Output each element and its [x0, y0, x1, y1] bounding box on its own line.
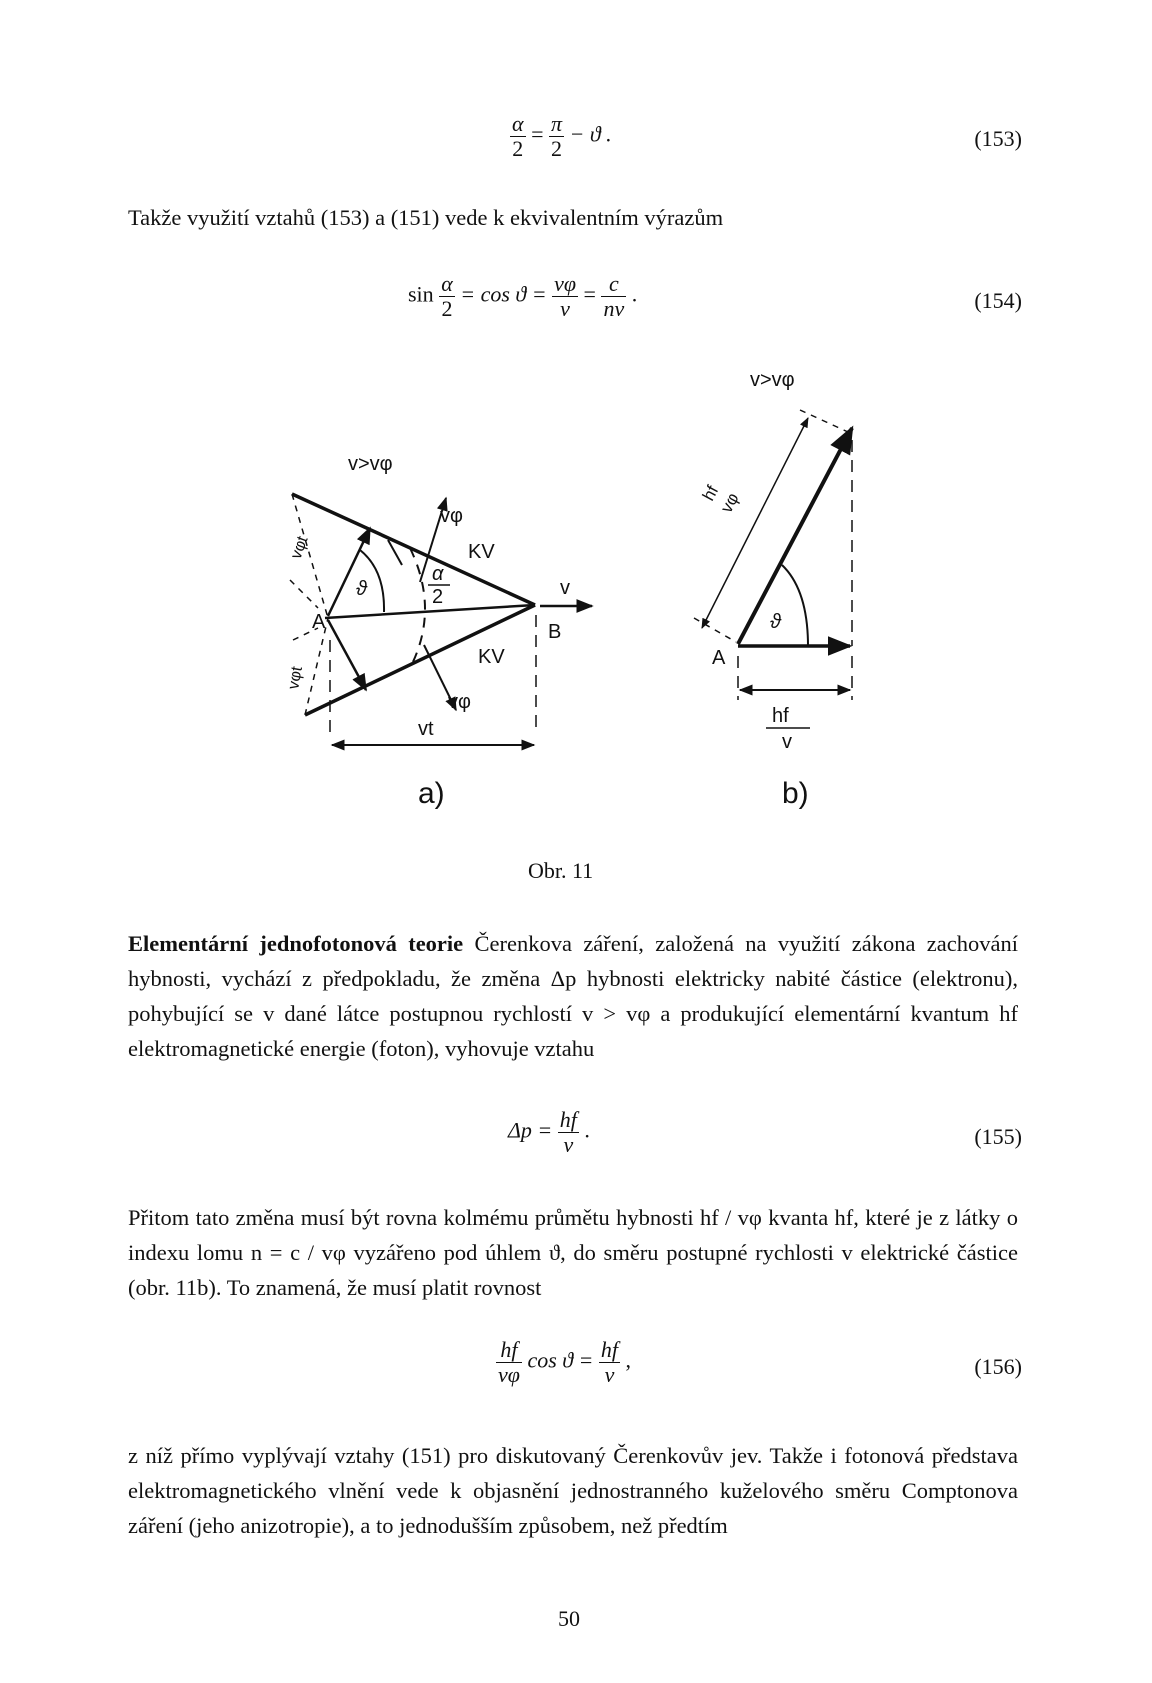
label-point-b: B	[548, 621, 562, 643]
label-side-top: vφt	[287, 534, 312, 562]
paragraph-1: Takže využití vztahů (153) a (151) vede k ekvivalentním výrazům	[128, 205, 724, 230]
label-vphi-bottom: vφ	[448, 691, 471, 713]
equation-number-154: (154)	[974, 288, 1022, 313]
label-alpha-den: 2	[432, 586, 444, 608]
photon-momentum-arrow	[738, 428, 852, 644]
label-kv-bottom: KV	[478, 646, 505, 668]
label-figure-b: b)	[782, 777, 809, 810]
figure-a-labels	[285, 453, 570, 810]
axis-ab	[325, 605, 535, 618]
label-hf-v-den: v	[782, 731, 792, 753]
equation-156: $\frac{hf}{v\varphi}$ cos ϑ = $\frac{hf}{v}$ ,	[498, 1337, 632, 1387]
equation-153: $\frac{\alpha}{2}$ = $\frac{\pi}{2}$ − ϑ .	[512, 111, 612, 161]
label-hf-v-num: hf	[772, 705, 789, 727]
label-vphi-top: vφ	[440, 505, 463, 527]
figure-a	[287, 494, 592, 745]
paragraph-3: Přitom tato změna musí být rovna kolmému průmětu hybnosti hf / vφ kvanta hf, které je z látky o indexu lomu n = c / vφ vyzářeno pod úhlem ϑ, do směru postupné rychlosti v elektrické částice (obr. 11b). To znamená, že musí platit rovnost	[128, 1205, 1018, 1300]
wavefront-down	[328, 620, 366, 690]
label-cond-a: v>vφ	[348, 453, 393, 475]
figure-b-labels	[699, 369, 810, 810]
label-point-a-b: A	[712, 647, 726, 669]
equation-number-155: (155)	[974, 1124, 1022, 1149]
label-hf-vphi-den: vφ	[716, 489, 743, 516]
paragraph-2-bold: Elementární jednofotonová teorie	[128, 931, 464, 956]
page-number: 50	[558, 1606, 580, 1631]
label-kv-top: KV	[468, 541, 495, 563]
label-figure-a: a)	[418, 777, 445, 810]
equation-number-153: (153)	[974, 126, 1022, 151]
label-v-a: v	[560, 577, 570, 599]
paragraph-4: z níž přímo vyplývají vztahy (151) pro diskutovaný Čerenkovův jev. Takže i fotonová představa elektromagnetického vlnění vede k objasnění jednostranného kuželového směru Comptonova záření (jeho anizotropie), a to jednodušším způsobem, než předtím	[128, 1443, 1018, 1538]
equation-155: Δp = $\frac{hf}{v}$ .	[508, 1107, 590, 1157]
theta-arc-b	[782, 565, 808, 646]
equation-number-156: (156)	[974, 1354, 1022, 1379]
label-hf-vphi-num: hf	[698, 482, 723, 504]
figure-caption: Obr. 11	[528, 858, 594, 883]
alpha-arc	[410, 548, 425, 668]
label-theta-a: ϑ	[356, 578, 367, 600]
paragraph-2	[128, 926, 1018, 1066]
label-cond-b: v>vφ	[750, 369, 795, 391]
label-vt: vt	[418, 718, 434, 740]
cone-upper-line	[292, 494, 535, 605]
wavefront-up	[328, 528, 370, 616]
label-side-bottom: vφt	[285, 665, 306, 691]
label-point-a-left: A	[312, 611, 326, 633]
label-alpha-num: α	[432, 563, 444, 585]
label-theta-b: ϑ	[770, 611, 781, 633]
equation-154: sin $\frac{\alpha}{2}$ = cos ϑ = $\frac{v\varphi}{v}$ = $\frac{c}{nv}$ .	[408, 271, 638, 321]
paragraph-2-rest: Čerenkova záření, založená na využití zákona zachování hybnosti, vychází z předpokladu, že změna Δp hybnosti elektricky nabité částice (elektronu), pohybující se v dané látce postupnou rychlostí v > vφ a produkující elementární kvantum hf elektromagnetické energie (foton), vyhovuje vztahu	[128, 931, 1018, 1061]
